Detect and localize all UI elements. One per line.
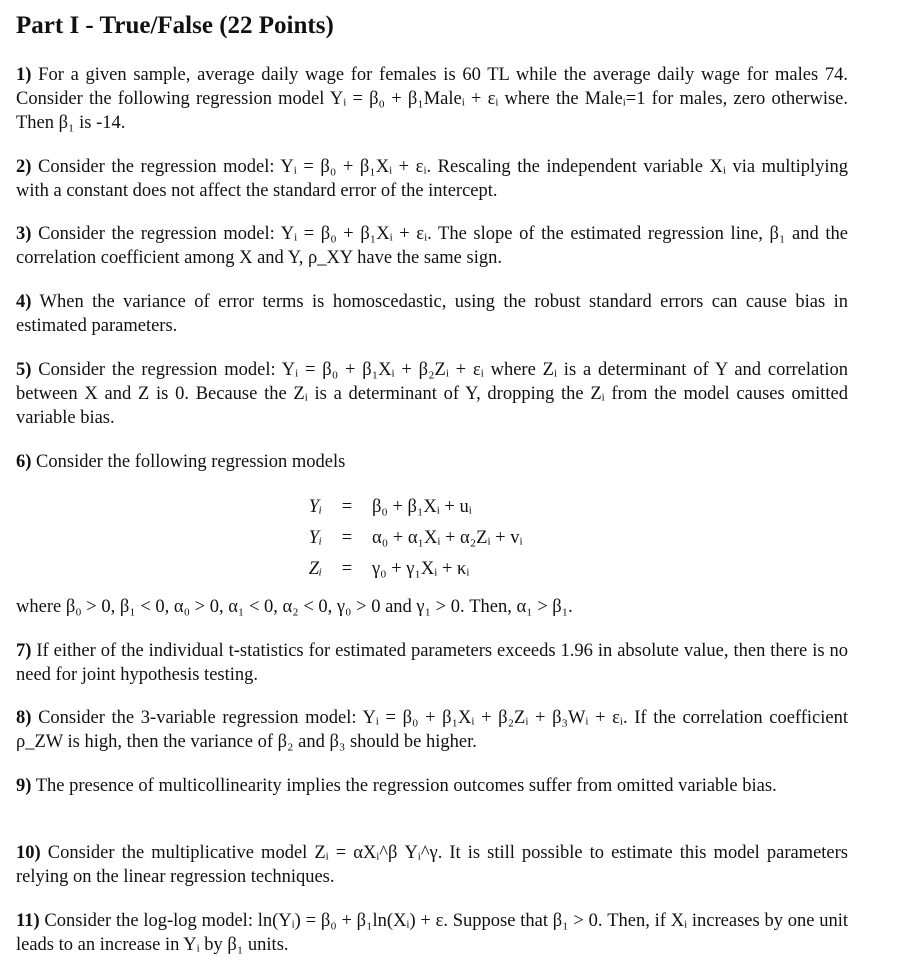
question-number: 6) <box>16 452 32 472</box>
question-7 <box>16 639 848 687</box>
question-text: Consider the multiplicative model Zᵢ = αXᵢ^β Yᵢ^γ. It is still possible to estimate this model parameters relying on the linear regression techniques. <box>16 843 848 887</box>
question-number: 9) <box>16 776 32 796</box>
question-text: The presence of multicollinearity implies the regression outcomes suffer from omitted variable bias. <box>35 776 777 796</box>
equation-op: = <box>341 559 353 579</box>
equation-rhs: α₀ + α₁Xᵢ + α₂Zᵢ + vᵢ <box>372 528 523 548</box>
question-6 <box>16 450 848 474</box>
question-text: Consider the regression model: Yᵢ = β₀ + β₁Xᵢ + εᵢ. The slope of the estimated regression line, β₁ and the correlation coefficient among X and Y, ρ_XY have the same sign. <box>16 224 848 268</box>
question-9 <box>16 774 848 798</box>
question-text: Consider the regression model: Yᵢ = β₀ + β₁Xᵢ + β₂Zᵢ + εᵢ where Zᵢ is a determinant of Y and correlation between X and Z is 0. Because the Zᵢ is a determinant of Y, dropping the Zᵢ from the model causes omitted variable bias. <box>16 360 849 428</box>
question-text: Consider the regression model: Yᵢ = β₀ + β₁Xᵢ + εᵢ. Rescaling the independent variable Xᵢ via multiplying with a constant does not affect the standard error of the intercept. <box>16 157 848 201</box>
equation-row <box>300 523 522 554</box>
question-number: 10) <box>16 843 41 863</box>
equation-op: = <box>341 497 353 517</box>
question-5 <box>16 358 848 430</box>
equation-lhs: Zᵢ <box>308 559 322 579</box>
question-number: 7) <box>16 641 32 661</box>
question-11 <box>16 909 848 957</box>
equation-system <box>300 492 522 585</box>
question-3 <box>16 222 848 270</box>
equation-op: = <box>341 528 353 548</box>
question-4 <box>16 290 848 338</box>
page-title: Part I - True/False (22 Points) <box>16 12 334 39</box>
question-8 <box>16 706 848 754</box>
question-number: 2) <box>16 157 32 177</box>
equation-rhs: γ₀ + γ₁Xᵢ + κᵢ <box>372 559 470 579</box>
question-1 <box>16 63 848 135</box>
question-text: Consider the following regression models <box>36 452 346 472</box>
question-number: 1) <box>16 65 32 85</box>
question-10 <box>16 841 848 889</box>
equation-rhs: β₀ + β₁Xᵢ + uᵢ <box>372 497 472 517</box>
question-number: 4) <box>16 292 32 312</box>
question-number: 11) <box>16 911 40 931</box>
question-number: 5) <box>16 360 32 380</box>
equation-row <box>300 554 522 585</box>
equation-lhs: Yᵢ <box>308 528 322 548</box>
question-text: If either of the individual t-statistics for estimated parameters exceeds 1.96 in absolute value, then there is no need for joint hypothesis testing. <box>16 641 848 685</box>
question-text: Consider the log-log model: ln(Yᵢ) = β₀ + β₁ln(Xᵢ) + ε. Suppose that β₁ > 0. Then, if Xᵢ increases by one unit leads to an increase in Yᵢ by β₁ units. <box>16 911 849 955</box>
equation-row <box>300 492 522 523</box>
question-number: 3) <box>16 224 32 244</box>
question-number: 8) <box>16 708 32 728</box>
question-2 <box>16 155 848 203</box>
question-text: Consider the 3-variable regression model: Yᵢ = β₀ + β₁Xᵢ + β₂Zᵢ + β₃Wᵢ + εᵢ. If the correlation coefficient ρ_ZW is high, then the variance of β₂ and β₃ should be higher. <box>16 708 848 752</box>
question-6-conclusion: where β₀ > 0, β₁ < 0, α₀ > 0, α₁ < 0, α₂ < 0, γ₀ > 0 and γ₁ > 0. Then, α₁ > β₁. <box>16 597 573 617</box>
equation-lhs: Yᵢ <box>308 497 322 517</box>
question-text: For a given sample, average daily wage for females is 60 TL while the average daily wage for males 74. Consider the following regression model Yᵢ = β₀ + β₁Maleᵢ + εᵢ where the Maleᵢ=1 for males, zero otherwise. Then β₁ is -14. <box>16 65 849 133</box>
question-text: When the variance of error terms is homoscedastic, using the robust standard errors can cause bias in estimated parameters. <box>16 292 848 336</box>
